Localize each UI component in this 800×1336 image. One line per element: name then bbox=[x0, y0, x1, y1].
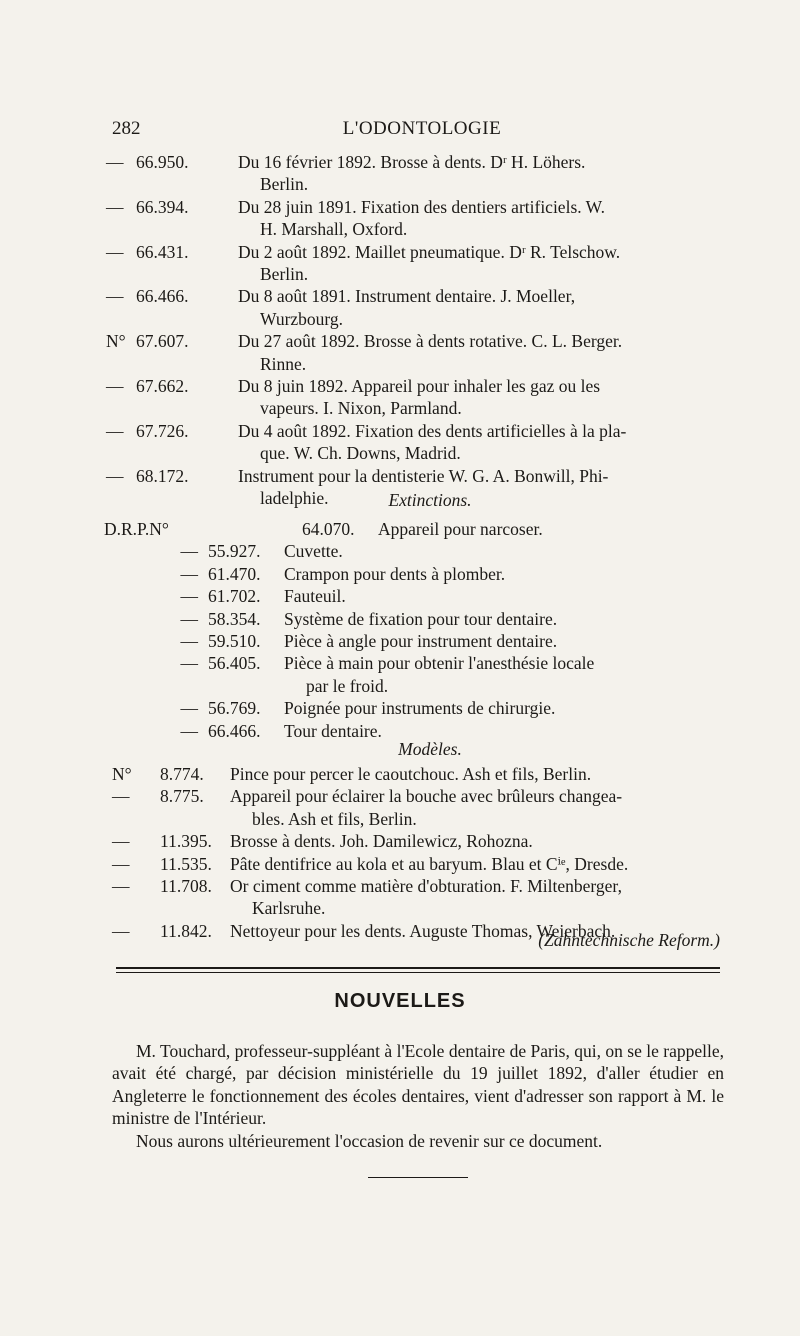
entry-prefix: — bbox=[112, 853, 130, 874]
entry-text-continuation: Wurzbourg. bbox=[260, 308, 344, 329]
entry-prefix: — bbox=[112, 786, 130, 807]
entry-text bbox=[230, 785, 728, 830]
entry-prefix: — bbox=[180, 586, 198, 607]
entry-text bbox=[230, 763, 728, 785]
entry-number: 59.510. bbox=[208, 631, 261, 652]
entry-text bbox=[284, 697, 704, 719]
list-item bbox=[0, 630, 800, 652]
entry-prefix: — bbox=[106, 196, 124, 217]
entry-number: 11.395. bbox=[160, 831, 212, 852]
list-item bbox=[0, 540, 800, 562]
entry-text-line: Nettoyeur pour les dents. Auguste Thomas, Weierbach. bbox=[230, 920, 616, 941]
entry-prefix: — bbox=[106, 420, 124, 441]
spacer bbox=[198, 630, 208, 652]
entry-number: 58.354. bbox=[208, 608, 261, 629]
entry-text-line: Poignée pour instruments de chirurgie. bbox=[284, 698, 556, 719]
entry-text bbox=[238, 420, 746, 465]
entry-number: 61.702. bbox=[208, 586, 261, 607]
entry-number: 66.431. bbox=[136, 241, 189, 262]
entry-text bbox=[238, 151, 746, 196]
list-item bbox=[0, 151, 800, 196]
entry-text-continuation: ladelphie. bbox=[260, 488, 329, 509]
entry-text-line: Pince pour percer le caoutchouc. Ash et fils, Berlin. bbox=[230, 764, 592, 784]
entry-text-line: Du 8 juin 1892. Appareil pour inhaler les gaz ou les bbox=[238, 376, 601, 397]
entry-prefix: — bbox=[180, 608, 198, 629]
list-item bbox=[0, 518, 800, 540]
entry-text-line: Du 27 août 1892. Brosse à dents rotative. C. L. Berger. bbox=[238, 331, 623, 352]
entry-text bbox=[378, 518, 798, 540]
entry-prefix: — bbox=[180, 631, 198, 652]
entry-number: 61.470. bbox=[208, 563, 261, 584]
entry-text-continuation: Berlin. bbox=[260, 174, 309, 195]
entry-prefix: N° bbox=[149, 519, 169, 539]
entry-text-line: Du 8 août 1891. Instrument dentaire. J. Moeller, bbox=[238, 286, 576, 307]
entry-prefix: — bbox=[180, 720, 198, 741]
entry-prefix: N° bbox=[112, 764, 132, 784]
entry-text-continuation: Rinne. bbox=[260, 353, 307, 374]
news-title: NOUVELLES bbox=[334, 990, 466, 1012]
entry-text-line: Fauteuil. bbox=[284, 586, 346, 607]
entry-prefix: — bbox=[106, 241, 124, 262]
entry-text-continuation: H. Marshall, Oxford. bbox=[260, 219, 408, 240]
patent-list bbox=[0, 151, 800, 510]
entry-text-line: Appareil pour narcoser. bbox=[378, 519, 543, 539]
spacer bbox=[198, 563, 208, 585]
entry-number: 11.535. bbox=[160, 853, 212, 874]
entry-text-continuation: bles. Ash et fils, Berlin. bbox=[252, 808, 417, 829]
entry-text-line: Du 16 février 1892. Brosse à dents. Dʳ H. Löhers. bbox=[238, 152, 586, 172]
list-item bbox=[0, 585, 800, 607]
list-item bbox=[0, 241, 800, 286]
list-item bbox=[0, 563, 800, 585]
section-rule-top bbox=[116, 967, 720, 969]
entry-prefix: — bbox=[106, 465, 124, 486]
entry-number: 56.769. bbox=[208, 698, 261, 719]
news-body bbox=[112, 1040, 724, 1152]
entry-text-continuation: vapeurs. I. Nixon, Parmland. bbox=[260, 398, 462, 419]
list-item bbox=[0, 697, 800, 719]
entry-text bbox=[230, 830, 728, 852]
entry-number: 66.950. bbox=[136, 152, 189, 172]
entry-text-line: Cuvette. bbox=[284, 541, 343, 562]
spacer bbox=[198, 652, 208, 697]
list-item bbox=[0, 420, 800, 465]
entry-prefix: — bbox=[106, 376, 124, 397]
entry-text-line: Pièce à main pour obtenir l'anesthésie locale bbox=[284, 653, 595, 674]
entry-number: 8.774. bbox=[160, 764, 204, 784]
entry-text-continuation: Berlin. bbox=[260, 264, 309, 285]
spacer bbox=[198, 697, 208, 719]
entry-text bbox=[230, 875, 728, 920]
entry-text-line: Or ciment comme matière d'obturation. F. Miltenberger, bbox=[230, 876, 622, 897]
entry-number: 11.708. bbox=[160, 876, 212, 897]
entry-prefix: — bbox=[106, 286, 124, 307]
extinctions-heading: Extinctions. bbox=[388, 490, 472, 510]
entry-text bbox=[238, 241, 746, 286]
entry-text bbox=[284, 585, 704, 607]
entry-text bbox=[238, 285, 746, 330]
entry-text bbox=[230, 853, 728, 875]
entry-text-continuation: Karlsruhe. bbox=[252, 898, 326, 919]
drp-label-text: D.R.P. bbox=[104, 519, 150, 539]
entry-text bbox=[284, 563, 704, 585]
entry-number: 55.927. bbox=[208, 541, 261, 562]
entry-text-line: Brosse à dents. Joh. Damilewicz, Rohozna. bbox=[230, 831, 533, 852]
entry-number: 56.405. bbox=[208, 653, 261, 674]
entry-prefix: — bbox=[112, 920, 130, 941]
models-list bbox=[0, 763, 800, 942]
entry-number: 64.070. bbox=[302, 519, 355, 539]
list-item bbox=[0, 830, 800, 852]
source-citation: (Zahntechnische Reform.) bbox=[538, 930, 720, 950]
entry-text bbox=[238, 196, 746, 241]
page-header bbox=[112, 118, 732, 146]
list-item bbox=[0, 196, 800, 241]
entry-prefix: — bbox=[112, 831, 130, 852]
list-item bbox=[0, 875, 800, 920]
entry-prefix: — bbox=[106, 152, 124, 172]
list-item bbox=[0, 853, 800, 875]
list-item bbox=[0, 785, 800, 830]
list-item bbox=[0, 608, 800, 630]
entry-text-line: Pièce à angle pour instrument dentaire. bbox=[284, 631, 558, 652]
entry-prefix: — bbox=[180, 653, 198, 674]
entry-text bbox=[238, 375, 746, 420]
list-item bbox=[0, 330, 800, 375]
entry-number: 66.394. bbox=[136, 196, 189, 217]
entry-text bbox=[284, 652, 704, 697]
entry-text-line: Pâte dentifrice au kola et au baryum. Blau et Cⁱᵉ, Dresde. bbox=[230, 853, 629, 874]
entry-text-continuation: par le froid. bbox=[306, 675, 389, 696]
entry-number: 66.466. bbox=[208, 720, 261, 741]
modeles-heading: Modèles. bbox=[398, 739, 462, 759]
list-item bbox=[0, 763, 800, 785]
entry-prefix: — bbox=[180, 563, 198, 584]
entry-number: 8.775. bbox=[160, 786, 204, 807]
extinctions-list bbox=[0, 518, 800, 742]
drp-label bbox=[0, 518, 302, 540]
entry-number: 67.726. bbox=[136, 420, 189, 441]
entry-text bbox=[238, 330, 746, 375]
entry-prefix: N° bbox=[106, 331, 126, 352]
spacer bbox=[198, 540, 208, 562]
list-item bbox=[0, 285, 800, 330]
entry-text-line: Du 28 juin 1891. Fixation des dentiers artificiels. W. bbox=[238, 196, 605, 217]
entry-number: 68.172. bbox=[136, 465, 189, 486]
entry-number: 66.466. bbox=[136, 286, 189, 307]
entry-text-line: Du 4 août 1892. Fixation des dents artificielles à la pla- bbox=[238, 420, 627, 441]
news-paragraph: Nous aurons ultérieurement l'occasion de revenir sur ce document. bbox=[136, 1130, 603, 1151]
end-rule bbox=[368, 1177, 468, 1178]
running-title: L'ODONTOLOGIE bbox=[342, 118, 502, 139]
entry-text bbox=[284, 608, 704, 630]
entry-number: 11.842. bbox=[160, 920, 212, 941]
entry-prefix: — bbox=[180, 541, 198, 562]
entry-text bbox=[284, 630, 704, 652]
spacer bbox=[198, 608, 208, 630]
section-rule-bottom bbox=[116, 972, 720, 973]
news-paragraph: M. Touchard, professeur-suppléant à l'Ecole dentaire de Paris, qui, on se le rappelle, avait été chargé, par décision ministérielle du 19 juillet 1892, d'aller étudier en Angleterre le fonctionnement des écoles dentaires, vient d'adresser son rapport à M. le ministre de l'Intérieur. bbox=[112, 1041, 724, 1129]
entry-text-line: Crampon pour dents à plomber. bbox=[284, 563, 506, 584]
entry-prefix: — bbox=[180, 698, 198, 719]
spacer bbox=[198, 585, 208, 607]
entry-text-continuation: que. W. Ch. Downs, Madrid. bbox=[260, 443, 461, 464]
entry-text-line: Appareil pour éclairer la bouche avec brûleurs changea- bbox=[230, 786, 623, 807]
entry-prefix: — bbox=[112, 876, 130, 897]
entry-text bbox=[284, 540, 704, 562]
entry-number: 67.607. bbox=[136, 331, 189, 352]
entry-text-line: Système de fixation pour tour dentaire. bbox=[284, 608, 558, 629]
list-item bbox=[0, 652, 800, 697]
page-number: 282 bbox=[112, 118, 141, 139]
entry-text-line: Du 2 août 1892. Maillet pneumatique. Dʳ R. Telschow. bbox=[238, 241, 621, 262]
entry-number: 67.662. bbox=[136, 376, 189, 397]
entry-text-line: Tour dentaire. bbox=[284, 720, 382, 741]
entry-text-line: Instrument pour la dentisterie W. G. A. Bonwill, Phi- bbox=[238, 465, 609, 486]
list-item bbox=[0, 375, 800, 420]
